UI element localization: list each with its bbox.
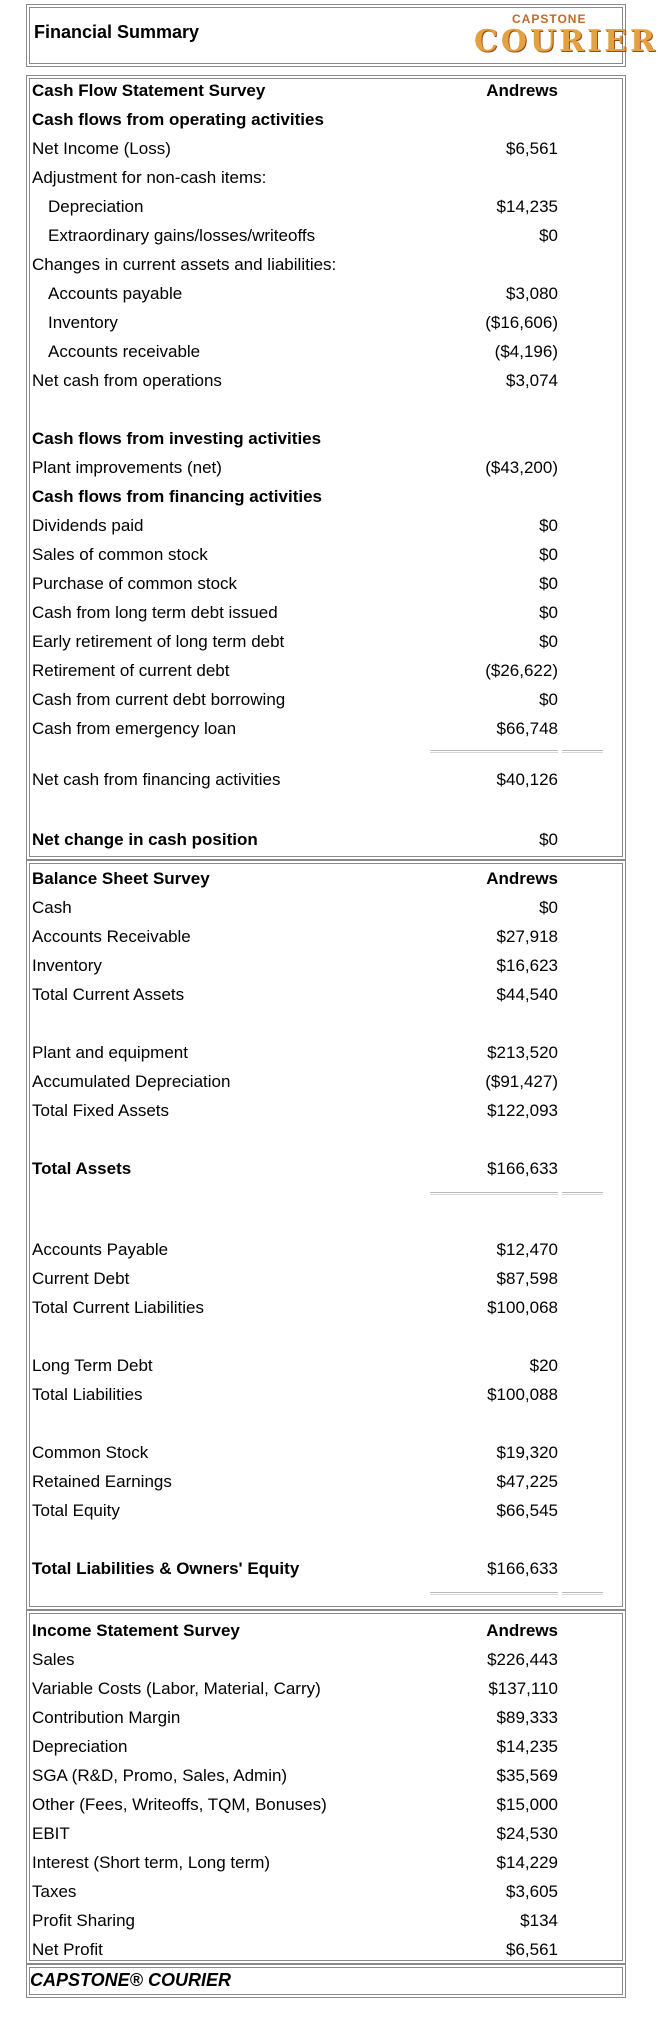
table-row (32, 922, 562, 951)
total-current-assets-label: Total Current Assets (32, 985, 185, 1004)
bs-inventory-value: $16,623 (496, 956, 558, 975)
extraordinary-value: $0 (539, 226, 558, 245)
total-current-assets-value: $44,540 (496, 985, 558, 1004)
table-row (32, 714, 562, 743)
table-row (32, 1674, 562, 1703)
extraordinary-label: Extraordinary gains/losses/writeoffs (48, 226, 316, 245)
adjustment-label: Adjustment for non-cash items: (32, 168, 267, 187)
current-debt-value: $87,598 (496, 1269, 558, 1288)
bs-cash-label: Cash (32, 898, 72, 917)
logo-small-text: CAPSTONE (512, 12, 587, 26)
table-row (32, 1935, 562, 1964)
table-row (32, 1703, 562, 1732)
lt-debt-issued-label: Cash from long term debt issued (32, 603, 278, 622)
profit-sharing-value: $134 (520, 1911, 558, 1930)
table-row (32, 1761, 562, 1790)
is-depreciation-label: Depreciation (32, 1737, 128, 1756)
bs-accounts-payable-value: $12,470 (496, 1240, 558, 1259)
table-row (32, 1496, 562, 1525)
table-row (32, 279, 562, 308)
sales-stock-value: $0 (539, 545, 558, 564)
table-row (32, 825, 562, 854)
current-borrowing-value: $0 (539, 690, 558, 709)
income-statement-column-header: Andrews (486, 1621, 558, 1640)
emergency-loan-label: Cash from emergency loan (32, 719, 237, 738)
income-statement-title: Income Statement Survey (32, 1621, 240, 1640)
table-row (32, 1235, 562, 1264)
total-liab-equity-label: Total Liabilities & Owners' Equity (32, 1559, 300, 1578)
bs-accounts-receivable-label: Accounts Receivable (32, 927, 191, 946)
table-row (32, 1351, 562, 1380)
divider (430, 1192, 558, 1195)
table-row (32, 1264, 562, 1293)
common-stock-value: $19,320 (496, 1443, 558, 1462)
sga-label: SGA (R&D, Promo, Sales, Admin) (32, 1766, 288, 1785)
net-profit-label: Net Profit (32, 1940, 103, 1959)
bs-accounts-receivable-value: $27,918 (496, 927, 558, 946)
cash-flow-title: Cash Flow Statement Survey (32, 81, 266, 100)
plant-equipment-value: $213,520 (487, 1043, 558, 1062)
net-financing-value: $40,126 (496, 770, 558, 789)
footer-brand: CAPSTONE® COURIER (30, 1970, 231, 1990)
sales-value: $226,443 (487, 1650, 558, 1669)
table-row (32, 221, 562, 250)
table-row (32, 337, 562, 366)
long-term-debt-label: Long Term Debt (32, 1356, 153, 1375)
divider (562, 750, 603, 753)
total-current-liabilities-value: $100,068 (487, 1298, 558, 1317)
total-assets-value: $166,633 (487, 1159, 558, 1178)
purchase-stock-value: $0 (539, 574, 558, 593)
cf-depreciation-value: $14,235 (496, 197, 558, 216)
financing-heading-row (32, 482, 562, 511)
table-row (32, 540, 562, 569)
table-row (32, 1293, 562, 1322)
table-row (32, 1732, 562, 1761)
table-row (32, 1645, 562, 1674)
balance-sheet-title: Balance Sheet Survey (32, 869, 210, 888)
net-change-label: Net change in cash position (32, 830, 258, 849)
investing-heading-row (32, 424, 562, 453)
financing-heading: Cash flows from financing activities (32, 487, 323, 506)
interest-label: Interest (Short term, Long term) (32, 1853, 271, 1872)
total-liabilities-label: Total Liabilities (32, 1385, 143, 1404)
table-row (32, 1467, 562, 1496)
divider (430, 1592, 558, 1595)
plant-equipment-label: Plant and equipment (32, 1043, 188, 1062)
cf-accounts-payable-label: Accounts payable (48, 284, 183, 303)
balance-sheet-column-header: Andrews (486, 869, 558, 888)
bs-cash-value: $0 (539, 898, 558, 917)
profit-sharing-label: Profit Sharing (32, 1911, 135, 1930)
net-operations-value: $3,074 (506, 371, 558, 390)
cash-flow-header-row (32, 76, 562, 105)
table-row (32, 1554, 562, 1583)
total-fixed-assets-value: $122,093 (487, 1101, 558, 1120)
total-assets-label: Total Assets (32, 1159, 132, 1178)
current-debt-label: Current Debt (32, 1269, 130, 1288)
page-title: Financial Summary (34, 22, 200, 42)
ebit-label: EBIT (32, 1824, 70, 1843)
cf-accounts-receivable-value: ($4,196) (494, 342, 558, 361)
table-row (32, 250, 562, 279)
capstone-courier-logo (474, 10, 658, 60)
contribution-margin-value: $89,333 (496, 1708, 558, 1727)
total-fixed-assets-label: Total Fixed Assets (32, 1101, 170, 1120)
divider (562, 1192, 603, 1195)
bs-inventory-label: Inventory (32, 956, 102, 975)
table-row (32, 1877, 562, 1906)
logo-big-text: COURIER (474, 24, 658, 59)
net-operations-label: Net cash from operations (32, 371, 222, 390)
table-row (32, 1790, 562, 1819)
accumulated-depreciation-label: Accumulated Depreciation (32, 1072, 231, 1091)
table-row (32, 192, 562, 221)
total-equity-value: $66,545 (496, 1501, 558, 1520)
table-row (32, 569, 562, 598)
is-depreciation-value: $14,235 (496, 1737, 558, 1756)
contribution-margin-label: Contribution Margin (32, 1708, 181, 1727)
cf-accounts-receivable-label: Accounts receivable (48, 342, 201, 361)
sga-value: $35,569 (496, 1766, 558, 1785)
total-current-liabilities-label: Total Current Liabilities (32, 1298, 204, 1317)
retained-earnings-value: $47,225 (496, 1472, 558, 1491)
table-row (32, 1038, 562, 1067)
table-row (32, 627, 562, 656)
table-row (32, 1819, 562, 1848)
lt-debt-issued-value: $0 (539, 603, 558, 622)
interest-value: $14,229 (496, 1853, 558, 1872)
purchase-stock-label: Purchase of common stock (32, 574, 238, 593)
table-row (32, 980, 562, 1009)
variable-costs-value: $137,110 (488, 1679, 558, 1698)
ebit-value: $24,530 (496, 1824, 558, 1843)
cf-inventory-value: ($16,606) (485, 313, 558, 332)
table-row (32, 685, 562, 714)
cf-accounts-payable-value: $3,080 (506, 284, 558, 303)
divider (562, 1592, 603, 1595)
balance-sheet-header-row (32, 864, 562, 893)
table-row (32, 163, 562, 192)
taxes-value: $3,605 (506, 1882, 558, 1901)
retained-earnings-label: Retained Earnings (32, 1472, 172, 1491)
net-income-label: Net Income (Loss) (32, 139, 171, 158)
table-row (32, 1067, 562, 1096)
dividends-label: Dividends paid (32, 516, 144, 535)
cf-depreciation-label: Depreciation (48, 197, 144, 216)
taxes-label: Taxes (32, 1882, 77, 1901)
divider (430, 750, 558, 753)
plant-improvements-label: Plant improvements (net) (32, 458, 222, 477)
table-row (32, 453, 562, 482)
dividends-value: $0 (539, 516, 558, 535)
cf-inventory-label: Inventory (48, 313, 118, 332)
net-change-value: $0 (539, 830, 558, 849)
table-row (32, 134, 562, 163)
sales-stock-label: Sales of common stock (32, 545, 208, 564)
sales-label: Sales (32, 1650, 75, 1669)
accumulated-depreciation-value: ($91,427) (485, 1072, 558, 1091)
operating-heading: Cash flows from operating activities (32, 110, 324, 129)
table-row (32, 893, 562, 922)
total-liabilities-value: $100,088 (487, 1385, 558, 1404)
table-row (32, 1380, 562, 1409)
table-row (32, 1438, 562, 1467)
table-row (32, 366, 562, 395)
current-borrowing-label: Cash from current debt borrowing (32, 690, 286, 709)
variable-costs-label: Variable Costs (Labor, Material, Carry) (32, 1679, 321, 1698)
table-row (32, 1096, 562, 1125)
income-statement-header-row (32, 1616, 562, 1645)
net-income-value: $6,561 (506, 139, 558, 158)
table-row (32, 656, 562, 685)
long-term-debt-value: $20 (529, 1356, 558, 1375)
table-row (32, 1154, 562, 1183)
retirement-current-value: ($26,622) (485, 661, 558, 680)
common-stock-label: Common Stock (32, 1443, 149, 1462)
table-row (32, 765, 562, 794)
table-row (32, 308, 562, 337)
other-value: $15,000 (496, 1795, 558, 1814)
table-row (32, 951, 562, 980)
table-row (32, 1848, 562, 1877)
total-equity-label: Total Equity (32, 1501, 120, 1520)
retirement-current-label: Retirement of current debt (32, 661, 230, 680)
emergency-loan-value: $66,748 (496, 719, 558, 738)
cash-flow-column-header: Andrews (486, 81, 558, 100)
table-row (32, 511, 562, 540)
net-profit-value: $6,561 (506, 1940, 558, 1959)
early-retirement-label: Early retirement of long term debt (32, 632, 285, 651)
operating-heading-row (32, 105, 562, 134)
bs-accounts-payable-label: Accounts Payable (32, 1240, 169, 1259)
table-row (32, 598, 562, 627)
investing-heading: Cash flows from investing activities (32, 429, 322, 448)
total-liab-equity-value: $166,633 (487, 1559, 558, 1578)
net-financing-label: Net cash from financing activities (32, 770, 281, 789)
changes-label: Changes in current assets and liabilities: (32, 255, 337, 274)
plant-improvements-value: ($43,200) (485, 458, 558, 477)
early-retirement-value: $0 (539, 632, 558, 651)
table-row (32, 1906, 562, 1935)
other-label: Other (Fees, Writeoffs, TQM, Bonuses) (32, 1795, 327, 1814)
